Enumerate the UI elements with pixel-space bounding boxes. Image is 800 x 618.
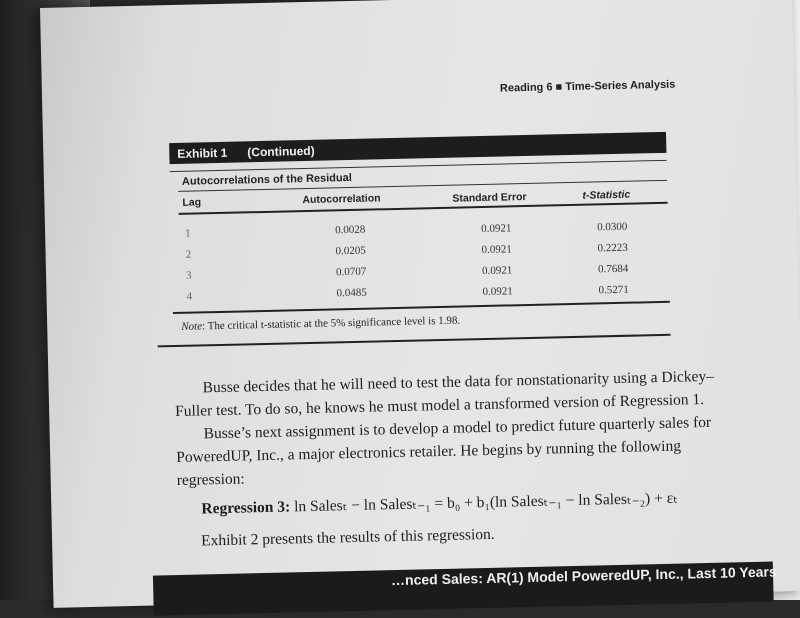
regression-3-equation [201,489,678,519]
table-title: Autocorrelations of the Residual [181,171,352,188]
running-head: Reading 6 ■ Time-Series Analysis [499,78,676,95]
table-cell: 2 [185,248,192,261]
table-cell: 0.0028 [334,223,366,237]
table-cell: 0.7684 [597,262,629,276]
column-header-t-statistic: t-Statistic [582,188,631,202]
table-note [181,315,460,333]
table-cell: 0.5271 [598,283,629,297]
column-header-autocorrelation: Autocorrelation [302,192,381,207]
table-cell: 0.0300 [596,220,628,234]
table-bottom-rule [173,301,670,314]
exhibit-2-sentence: Exhibit 2 presents the results of this regression. [200,525,495,550]
regression-formula: ln Salesₜ − ln Salesₜ₋₁ = b₀ + b₁(ln Salesₜ₋₁ − ln Salesₜ₋₂) + εₜ [293,489,679,516]
exhibit-end-rule [158,334,671,348]
table-cell: 4 [186,290,193,303]
table-cell: 0.0707 [335,265,367,279]
table-cell: 0.2223 [597,241,628,255]
paragraph-2: Busse’s next assignment is to develop a model to predict future quarterly sales for PoweredUP, Inc., a major electronics retailer. He begins by running the following regression: [176,413,712,490]
note-label: Note [181,320,203,333]
next-exhibit-header-bar [153,562,777,616]
table-cell: 0.0921 [481,264,513,278]
table-cell: 0.0485 [336,286,367,300]
exhibit-continued-label: (Continued) [247,143,315,159]
column-header-standard-error: Standard Error [452,191,527,205]
next-exhibit-title: …nced Sales: AR(1) Model PoweredUP, Inc., Last 10 Years [390,563,777,589]
note-text: : The critical t-statistic at the 5% significance level is 1.98. [201,314,461,333]
book-page [40,0,800,608]
regression-label: Regression 3: [201,498,291,518]
column-header-lag: Lag [182,196,202,209]
table-cell: 0.0921 [481,243,512,257]
table-cell: 0.0205 [335,244,366,258]
table-cell: 0.0921 [482,285,513,299]
table-cell: 0.0921 [480,222,512,236]
table-cell: 3 [185,269,192,282]
header-rule [179,202,668,215]
exhibit-header-bar [169,132,666,164]
paragraph-1: Busse decides that he will need to test the data for nonstationarity using a Dickey–Fuller test. To do so, he knows he must model a transformed version of Regression 1. [174,367,715,421]
body-text [174,364,736,492]
exhibit-number: Exhibit 1 [177,145,228,161]
table-cell: 1 [185,227,191,240]
